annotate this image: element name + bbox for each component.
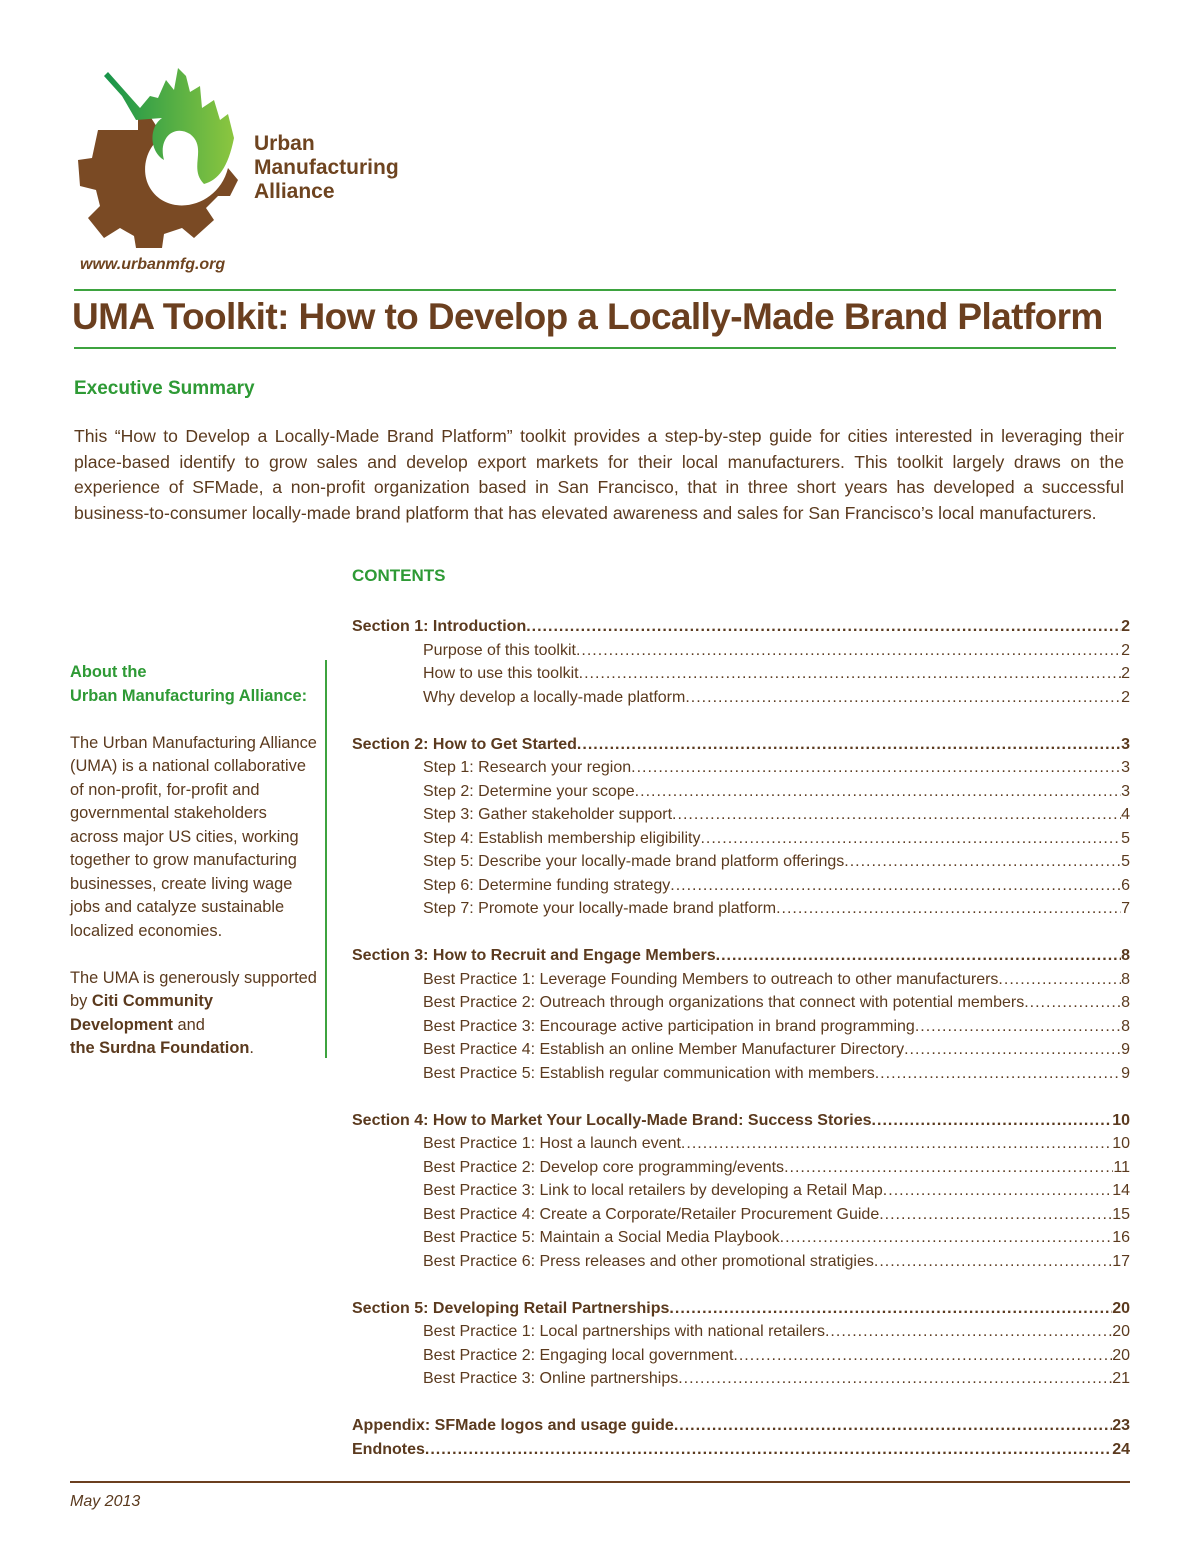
toc-entry-title: Best Practice 2: Develop core programming/events bbox=[423, 1158, 785, 1176]
sponsor-name: the Surdna Foundation bbox=[70, 1039, 250, 1057]
toc-entry-title: Endnotes bbox=[352, 1440, 425, 1458]
dot-leader bbox=[784, 1156, 1113, 1180]
toc-page-number: 8 bbox=[1121, 947, 1130, 964]
sidebar-paragraph-sponsors bbox=[70, 967, 318, 1061]
toc-page-number: 9 bbox=[1121, 1064, 1130, 1082]
toc-subentry[interactable] bbox=[352, 639, 1130, 663]
toc-page-number: 3 bbox=[1121, 782, 1130, 800]
toc-subentry[interactable] bbox=[352, 1015, 1130, 1039]
toc-subentry[interactable] bbox=[352, 1179, 1130, 1203]
toc-entry-title: Section 4: How to Market Your Locally-Made Brand: Success Stories bbox=[352, 1111, 872, 1129]
dot-leader bbox=[577, 733, 1121, 757]
toc-page-number: 2 bbox=[1121, 665, 1130, 682]
toc-page-number: 17 bbox=[1112, 1252, 1130, 1270]
dot-leader bbox=[700, 827, 1121, 851]
toc-subentry[interactable] bbox=[352, 803, 1130, 827]
toc-subentry[interactable] bbox=[352, 991, 1130, 1015]
table-of-contents bbox=[352, 615, 1130, 1461]
toc-section[interactable] bbox=[352, 944, 1130, 968]
title-top-rule bbox=[74, 289, 1116, 291]
toc-subentry[interactable] bbox=[352, 874, 1130, 898]
toc-subentry[interactable] bbox=[352, 1250, 1130, 1274]
dot-leader bbox=[883, 1179, 1112, 1203]
sidebar-heading: Urban Manufacturing Alliance: bbox=[70, 686, 308, 705]
dot-leader bbox=[579, 662, 1121, 686]
toc-entry-title: Best Practice 2: Outreach through organizations that connect with potential members bbox=[423, 994, 1025, 1011]
toc-page-number: 20 bbox=[1112, 1346, 1130, 1364]
toc-subentry[interactable] bbox=[352, 756, 1130, 780]
toc-page-number: 3 bbox=[1121, 735, 1130, 753]
toc-entry-title: Step 5: Describe your locally-made brand platform offerings bbox=[423, 853, 845, 870]
toc-entry-title: Best Practice 1: Host a launch event bbox=[423, 1135, 681, 1152]
contents-heading: CONTENTS bbox=[352, 566, 446, 585]
toc-page-number: 2 bbox=[1121, 618, 1130, 635]
executive-summary-text: This “How to Develop a Locally-Made Brand Platform” toolkit provides a step-by-step guide for cities interested in leveraging their place-based identify to grow sales and develop export markets for their local manufacturers. This toolkit largely draws on the experience of SFMade, a non-profit organization based in San Francisco, that in three short years has developed a successful business-to-consumer locally-made brand platform that has elevated awareness and sales for San Francisco’s local manufacturers. bbox=[74, 426, 1124, 523]
toc-entry-title: Best Practice 2: Engaging local government bbox=[423, 1346, 734, 1364]
dot-leader bbox=[685, 686, 1121, 710]
toc-entry-title: Step 7: Promote your locally-made brand platform bbox=[423, 900, 777, 917]
toc-entry-title: Step 1: Research your region bbox=[423, 759, 632, 776]
sidebar-text: . bbox=[249, 1039, 254, 1057]
toc-entry-title: How to use this toolkit bbox=[423, 665, 579, 682]
dot-leader bbox=[526, 615, 1121, 639]
toc-page-number: 14 bbox=[1112, 1182, 1130, 1199]
sidebar-text: The UMA is generously supported by bbox=[70, 968, 317, 1010]
dot-leader bbox=[874, 1250, 1112, 1274]
toc-page-number: 20 bbox=[1112, 1299, 1130, 1317]
about-sidebar bbox=[70, 661, 318, 1061]
toc-section[interactable] bbox=[352, 733, 1130, 757]
toc-entry-title: Best Practice 1: Leverage Founding Members to outreach to other manufacturers bbox=[423, 970, 999, 988]
toc-page-number: 23 bbox=[1112, 1417, 1130, 1434]
executive-summary-heading: Executive Summary bbox=[74, 378, 255, 399]
toc-subentry[interactable] bbox=[352, 1038, 1130, 1062]
sidebar-text: and bbox=[172, 1015, 205, 1034]
uma-logo-icon bbox=[78, 68, 248, 248]
toc-page-number: 8 bbox=[1121, 970, 1130, 988]
toc-section[interactable] bbox=[352, 1109, 1130, 1133]
toc-page-number: 5 bbox=[1121, 829, 1130, 847]
dot-leader bbox=[915, 1015, 1121, 1039]
dot-leader bbox=[998, 968, 1121, 992]
toc-page-number: 24 bbox=[1112, 1440, 1130, 1458]
footer-rule bbox=[70, 1481, 1130, 1483]
toc-subentry[interactable] bbox=[352, 780, 1130, 804]
toc-entry-title: Step 6: Determine funding strategy bbox=[423, 876, 671, 894]
toc-subentry[interactable] bbox=[352, 897, 1130, 921]
toc-entry-title: Appendix: SFMade logos and usage guide bbox=[352, 1417, 674, 1434]
toc-page-number: 20 bbox=[1112, 1323, 1130, 1340]
dot-leader bbox=[844, 850, 1121, 874]
toc-page-number: 9 bbox=[1121, 1041, 1130, 1058]
toc-page-number: 4 bbox=[1121, 806, 1130, 823]
dot-leader bbox=[576, 639, 1121, 663]
toc-entry-title: Best Practice 5: Establish regular communication with members bbox=[423, 1064, 875, 1082]
toc-page-number: 10 bbox=[1112, 1135, 1130, 1152]
dot-leader bbox=[716, 944, 1121, 968]
dot-leader bbox=[674, 1414, 1112, 1438]
toc-subentry[interactable] bbox=[352, 686, 1130, 710]
toc-page-number: 3 bbox=[1121, 759, 1130, 776]
toc-page-number: 11 bbox=[1113, 1158, 1130, 1176]
toc-entry-title: Best Practice 5: Maintain a Social Media Playbook bbox=[423, 1229, 780, 1246]
toc-entry-title: Best Practice 4: Establish an online Member Manufacturer Directory bbox=[423, 1041, 905, 1058]
toc-page-number: 21 bbox=[1112, 1370, 1130, 1387]
dot-leader bbox=[875, 1062, 1121, 1086]
toc-entry-title: Best Practice 3: Encourage active participation in brand programming bbox=[423, 1017, 915, 1035]
toc-section[interactable] bbox=[352, 1297, 1130, 1321]
dot-leader bbox=[425, 1438, 1112, 1462]
toc-entry-title: Purpose of this toolkit bbox=[423, 641, 576, 659]
toc-entry-title: Why develop a locally-made platform bbox=[423, 688, 686, 706]
toc-entry-title: Section 2: How to Get Started bbox=[352, 735, 577, 753]
toc-page-number: 2 bbox=[1121, 641, 1130, 659]
dot-leader bbox=[670, 874, 1121, 898]
logo-wordmark bbox=[254, 132, 399, 204]
dot-leader bbox=[872, 1109, 1113, 1133]
toc-page-number: 7 bbox=[1121, 900, 1130, 917]
dot-leader bbox=[681, 1132, 1112, 1156]
toc-subentry[interactable] bbox=[352, 850, 1130, 874]
dot-leader bbox=[678, 1367, 1112, 1391]
dot-leader bbox=[776, 897, 1121, 921]
dot-leader bbox=[733, 1344, 1112, 1368]
dot-leader bbox=[635, 780, 1121, 804]
toc-subentry[interactable] bbox=[352, 1203, 1130, 1227]
toc-entry-title: Section 1: Introduction bbox=[352, 618, 527, 635]
toc-subentry[interactable] bbox=[352, 662, 1130, 686]
sidebar-divider bbox=[325, 660, 327, 1058]
toc-page-number: 15 bbox=[1112, 1205, 1130, 1223]
website-url[interactable]: www.urbanmfg.org bbox=[80, 256, 226, 273]
toc-page-number: 8 bbox=[1121, 1017, 1130, 1035]
sidebar-heading: About the bbox=[70, 663, 147, 681]
sidebar-paragraph: The Urban Manufacturing Alliance (UMA) is a national collaborative of non-profit, for-profit and governmental stakeholders across major US cities, working together to grow manufacturing businesses, create living wage jobs and catalyze sustainable localized economies. bbox=[70, 733, 317, 940]
page-title: UMA Toolkit: How to Develop a Locally-Made Brand Platform bbox=[72, 296, 1103, 337]
logo-line: Manufacturing bbox=[254, 156, 399, 179]
publication-date: May 2013 bbox=[70, 1493, 141, 1510]
toc-subentry[interactable] bbox=[352, 1344, 1130, 1368]
toc-entry-title: Step 4: Establish membership eligibility bbox=[423, 829, 701, 847]
dot-leader bbox=[631, 756, 1121, 780]
toc-entry-title: Best Practice 3: Link to local retailers by developing a Retail Map bbox=[423, 1182, 883, 1199]
toc-subentry[interactable] bbox=[352, 1132, 1130, 1156]
toc-section[interactable] bbox=[352, 1414, 1130, 1438]
dot-leader bbox=[879, 1203, 1112, 1227]
toc-subentry[interactable] bbox=[352, 1156, 1130, 1180]
logo-line: Urban bbox=[254, 132, 315, 155]
toc-subentry[interactable] bbox=[352, 827, 1130, 851]
toc-entry-title: Best Practice 6: Press releases and other promotional stratigies bbox=[423, 1252, 874, 1270]
title-bottom-rule bbox=[74, 347, 1116, 349]
toc-subentry[interactable] bbox=[352, 1320, 1130, 1344]
toc-subentry[interactable] bbox=[352, 968, 1130, 992]
toc-entry-title: Section 3: How to Recruit and Engage Members bbox=[352, 947, 716, 964]
dot-leader bbox=[904, 1038, 1121, 1062]
logo-line: Alliance bbox=[254, 180, 335, 203]
toc-page-number: 5 bbox=[1121, 853, 1130, 870]
toc-entry-title: Best Practice 3: Online partnerships bbox=[423, 1370, 679, 1387]
toc-entry-title: Section 5: Developing Retail Partnerships bbox=[352, 1299, 670, 1317]
toc-subentry[interactable] bbox=[352, 1226, 1130, 1250]
toc-page-number: 6 bbox=[1121, 876, 1130, 894]
toc-entry-title: Step 3: Gather stakeholder support bbox=[423, 806, 673, 823]
toc-subentry[interactable] bbox=[352, 1367, 1130, 1391]
dot-leader bbox=[672, 803, 1121, 827]
dot-leader bbox=[825, 1320, 1112, 1344]
toc-page-number: 16 bbox=[1112, 1229, 1130, 1246]
toc-entry-title: Best Practice 4: Create a Corporate/Retailer Procurement Guide bbox=[423, 1205, 880, 1223]
toc-page-number: 2 bbox=[1121, 688, 1130, 706]
toc-subentry[interactable] bbox=[352, 1062, 1130, 1086]
toc-section[interactable] bbox=[352, 1438, 1130, 1462]
dot-leader bbox=[1024, 991, 1121, 1015]
toc-page-number: 10 bbox=[1112, 1111, 1130, 1129]
toc-page-number: 8 bbox=[1121, 994, 1130, 1011]
toc-entry-title: Step 2: Determine your scope bbox=[423, 782, 635, 800]
toc-entry-title: Best Practice 1: Local partnerships with national retailers bbox=[423, 1323, 825, 1340]
dot-leader bbox=[669, 1297, 1112, 1321]
toc-section[interactable] bbox=[352, 615, 1130, 639]
dot-leader bbox=[780, 1226, 1113, 1250]
sponsor-name: Citi Community Development bbox=[70, 992, 213, 1034]
